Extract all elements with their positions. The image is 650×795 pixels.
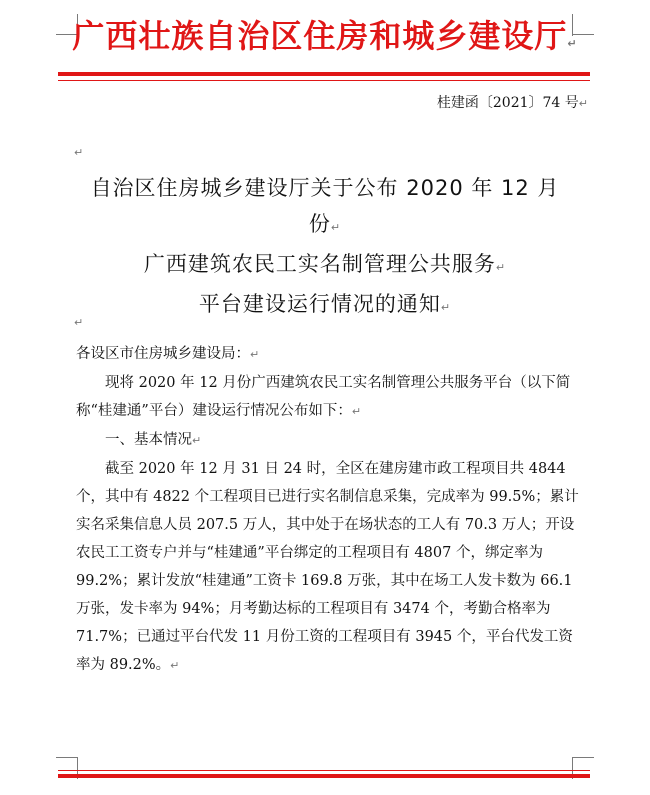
- paragraph-mark-icon: ↵: [74, 316, 84, 329]
- paragraph-mark-icon: ↵: [330, 221, 342, 234]
- document-title: [70, 170, 580, 326]
- paragraph-mark-icon: ↵: [495, 261, 507, 274]
- basic-situation-paragraph: 截至 2020 年 12 月 31 日 24 时，全区在建房建市政工程项目共 4844 个，其中有 4822 个工程项目已进行实名制信息采集，完成率为 99.5%；累计实名采集信息人员 207.5 万人，其中处于在场状态的工人有 70.3 万人；开设农民工工资专户并与“桂建通”平台绑定的工程项目有 4807 个，绑定率为 99.2%；累计发放“桂建通”工资卡 169.8 万张，其中在场工人发卡数为 66.1 万张，发卡率为 94%；月考勤达标的工程项目有 3474 个，考勤合格率为 71.7%；已通过平台代发 11 月份工资的工程项目有 3945 个，平台代发工资率为 89.2%。↵: [76, 461, 579, 673]
- paragraph-mark-icon: ↵: [351, 405, 362, 418]
- paragraph-mark-icon: ↵: [578, 97, 588, 110]
- paragraph-mark-icon: ↵: [567, 37, 578, 50]
- paragraph-mark-icon: ↵: [192, 434, 202, 447]
- document-body: [76, 340, 582, 680]
- paragraph-mark-icon: ↵: [250, 348, 260, 361]
- title-line-4: 平台建设运行情况的通知↵: [198, 292, 452, 316]
- paragraph-mark-icon: ↵: [74, 146, 84, 159]
- salutation: 各设区市住房城乡建设局：↵: [76, 346, 260, 362]
- paragraph-mark-icon: ↵: [440, 301, 452, 314]
- document-number-text: 桂建函〔2021〕74 号: [436, 95, 579, 111]
- letterhead-text: 广西壮族自治区住房和城乡建设厅: [72, 17, 568, 55]
- letterhead-rule-thick: [58, 72, 590, 76]
- title-line-1: 自治区住房城乡建设厅关于公布 2020 年 12 月: [90, 176, 560, 200]
- letterhead: [0, 14, 650, 66]
- crop-mark-bottom-left-h: [56, 757, 78, 758]
- paragraph-mark-icon: ↵: [170, 659, 180, 672]
- section-heading: 一、基本情况↵: [105, 432, 202, 448]
- intro-paragraph: 现将 2020 年 12 月份广西建筑农民工实名制管理公共服务平台（以下简称“桂建通”平台）建设运行情况公布如下：↵: [76, 375, 571, 419]
- footer-rule-thick: [58, 774, 590, 778]
- footer-rule-thin: [58, 770, 590, 771]
- letterhead-rule-thin: [58, 80, 590, 81]
- document-number: [437, 93, 588, 114]
- crop-mark-bottom-right-h: [572, 757, 594, 758]
- title-line-3: 广西建筑农民工实名制管理公共服务↵: [143, 252, 507, 276]
- title-line-2: 份↵: [308, 212, 342, 236]
